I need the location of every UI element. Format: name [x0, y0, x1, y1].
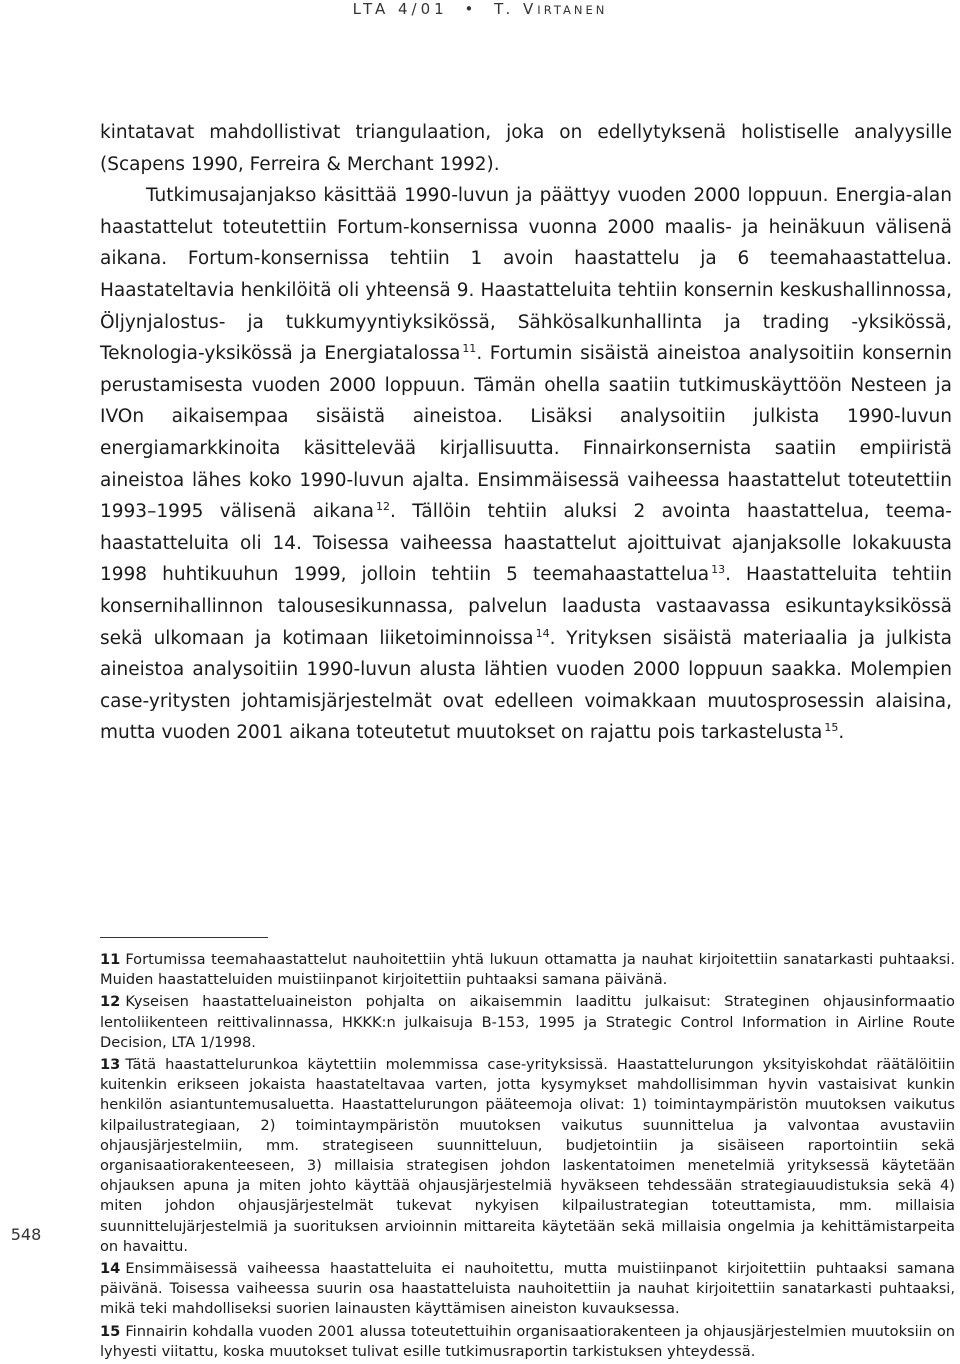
footnote-number: 14	[100, 1260, 121, 1278]
paragraph-2-text-c: . Tällöin tehtiin aluksi 2 avointa haastattelua, teema-haastatteluita oli 14. Toisessa vaiheessa haastattelut ajoittuivat ajanjaksolle lokakuusta 1998 huhtikuuhun 1999, jolloin tehtiin 5 teemahaastattelua	[100, 501, 952, 586]
header-bullet: •	[464, 0, 478, 18]
footnote-divider	[100, 937, 268, 938]
page-number: 548	[10, 1225, 42, 1244]
footnote-ref-12: 12	[376, 500, 390, 514]
paragraph-2-text-e: . Yrityksen sisäistä materiaalia ja julkista aineistoa analysoitiin 1990-luvun alusta lähtien vuoden 2000 loppuun saakka. Molempien case-yritysten johtamisjärjestelmät ovat edelleen voimakkaan muutosprosessin alaisina, mutta vuoden 2001 aikana toteutetut muutokset on rajattu pois tarkastelusta	[100, 627, 952, 744]
footnote-number: 12	[100, 993, 121, 1011]
running-head	[0, 0, 960, 19]
footnote-text: Finnairin kohdalla vuoden 2001 alussa toteutettuihin organisaatiorakenteen ja ohjausjärjestelmien muutoksiin on lyhyesti viitattu, koska muutokset tulivat esille tutkimusraportin tarkistuksen yhteydessä.	[100, 1322, 955, 1360]
footnote-11	[100, 950, 955, 990]
footnote-ref-13: 13	[711, 563, 726, 577]
footnote-text: Ensimmäisessä vaiheessa haastatteluita ei nauhoitettu, mutta muistiinpanot kirjoitettiin puhtaaksi samana päivänä. Toisessa vaiheessa suurin osa haastatteluista nauhoitettiin ja nauhat kirjoitettiin sanatarkasti puhtaaksi, mikä teki mahdolliseksi suorien lainausten käyttämisen aineiston kuvauksessa.	[100, 1260, 955, 1318]
footnote-number: 15	[100, 1322, 121, 1340]
paragraph-2-text-d: . Haastatteluita tehtiin konsernihallinnon talousesikunnassa, palvelun laadusta vastaavassa esikuntayksikössä sekä ulkomaan ja kotimaan liiketoiminnoissa	[100, 564, 952, 649]
footnote-15	[100, 1322, 955, 1362]
footnotes	[100, 950, 955, 1364]
paragraph-2-text-a: Tutkimusajanjakso käsittää 1990-luvun ja päättyy vuoden 2000 loppuun. Energia-alan haastattelut toteutettiin Fortum-konsernissa vuonna 2000 maalis- ja heinäkuun välisenä aikana. Fortum-konsernissa tehtiin 1 avoin haastattelu ja 6 teemahaastattelua. Haastateltavia henkilöitä oli yhteensä 9. Haastatteluita tehtiin konsernin keskushallinnossa, Öljynjalostus- ja tukkumyyntiyksikössä, Sähkösalkunhallinta ja trading -yksikössä, Teknologia-yksikössä ja Energiatalossa	[100, 185, 952, 365]
footnote-text: Kyseisen haastatteluaineiston pohjalta on aikaisemmin laadittu julkaisut: Strateginen ohjausinformaatio lentoliikenteen reittivalinnassa, HKKK:n julkaisuja B-153, 1995 ja Strategic Control Information in Airline Route Decision, LTA 1/1998.	[100, 993, 955, 1051]
footnote-text: Tätä haastattelurunkoa käytettiin molemmissa case-yrityksissä. Haastattelurungon yksityiskohdat räätälöitiin kuitenkin erikseen jokaista haastateltavaa varten, jotta kysymykset mahdollisimman hyvin vastaisivat kunkin henkilön asiantuntemusaluetta. Haastattelurungon pääteemoja olivat: 1) toimintaympäristön muutoksen vaikutus kilpailustrategiaan, 2) toimintaympäristön muutoksen vaikutus suunnittelua ja valvontaa avustaviin ohjausjärjestelmiin, mm. strategiseen suunnitteluun, budjetointiin ja sisäiseen raportointiin sekä organisaatiorakenteeseen, 3) millaisia strategisen johdon laskentatoimen menetelmiä yrityksessä käytetään ohjauksen apuna ja miten johto käyttää ohjausjärjestelmiä hyväkseen tehdessään strategiauudistuksia sekä 4) miten johdon ohjausjärjestelmät tukevat nykyisen kilpailustrategian toteuttamista, mm. millaisia suunnittelujärjestelmiä ja suorituksen arvioinnin mittareita käytetään sekä millaisia ongelmia ja kehittämistarpeita on havaittu.	[100, 1056, 955, 1255]
footnote-ref-11: 11	[462, 342, 477, 356]
main-text	[100, 117, 952, 749]
footnote-text: Fortumissa teemahaastattelut nauhoitettiin yhtä lukuun ottamatta ja nauhat kirjoitettiin sanatarkasti puhtaaksi. Muiden haastatteluiden muistiinpanot kirjoitettiin puhtaaksi samana päivänä.	[100, 951, 955, 989]
journal-issue: LTA 4/01	[352, 0, 448, 18]
author-initial: T. V	[494, 0, 538, 18]
paragraph-2-text-b: . Fortumin sisäistä aineistoa analysoitiin konsernin perustamisesta vuoden 2000 loppuun. Tämän ohella saatiin tutkimuskäyttöön Nesteen ja IVOn aikaisempaa sisäistä aineistoa. Lisäksi analysoitiin julkista 1990-luvun energiamarkkinoita käsittelevää kirjallisuutta. Finnairkonsernista saatiin empiiristä aineistoa lähes koko 1990-luvun ajalta. Ensimmäisessä vaiheessa haastattelut toteutettiin 1993–1995 välisenä aikana	[100, 343, 952, 523]
footnote-number: 11	[100, 951, 121, 968]
footnote-ref-15: 15	[824, 721, 839, 735]
footnote-14	[100, 1259, 955, 1320]
author-name: IRTANEN	[537, 3, 608, 17]
paragraph-2-text-f: .	[838, 722, 845, 744]
footnote-ref-14: 14	[535, 626, 550, 640]
paragraph-2	[100, 180, 952, 749]
footnote-13	[100, 1055, 955, 1257]
paragraph-1: kintatavat mahdollistivat triangulaation, joka on edellytyksenä holistiselle analyysille (Scapens 1990, Ferreira & Merchant 1992).	[100, 122, 952, 175]
footnote-12	[100, 992, 955, 1053]
footnote-number: 13	[100, 1056, 121, 1074]
